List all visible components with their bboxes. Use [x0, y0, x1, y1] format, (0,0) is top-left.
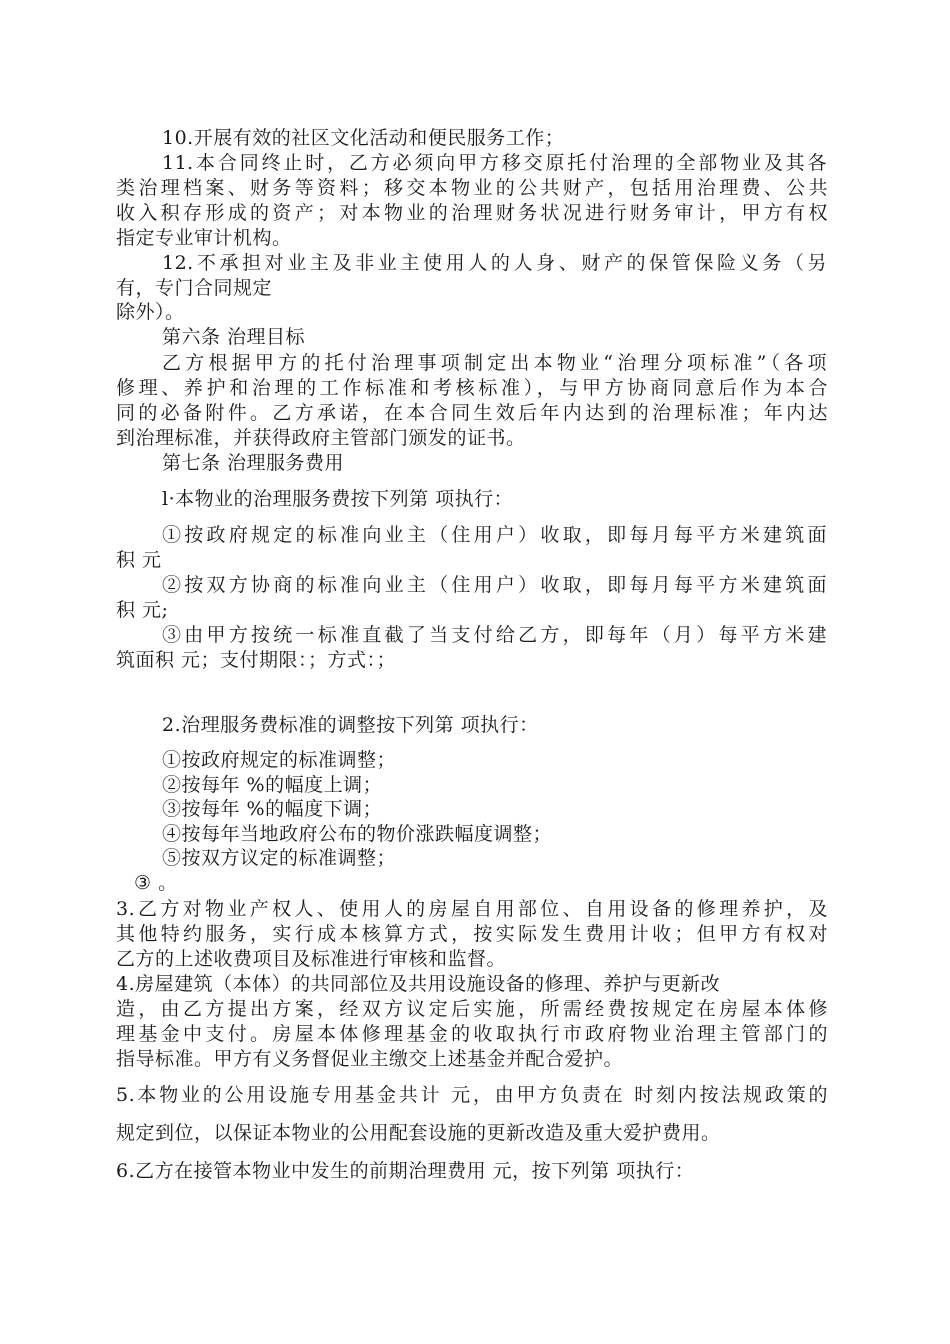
text-line: ③由甲方按统一标准直截了当支付给乙方，即每年（月）每平方米建: [162, 624, 827, 646]
text-line: 乙方的上述收费项目及标准进行审核和监督。: [116, 948, 507, 970]
text-line: ①按政府规定的标准向业主（住用户）收取，即每月每平方米建筑面: [162, 524, 827, 546]
text-line: 指定专业审计机构。: [116, 227, 292, 249]
section-heading: 第六条 治理目标: [162, 326, 306, 348]
text-line: 10.开展有效的社区文化活动和便民服务工作；: [162, 127, 565, 149]
text-line: ②按每年 %的幅度上调；: [162, 774, 383, 796]
text-line: 修理、养护和治理的工作标准和考核标准），与甲方协商同意后作为本合: [116, 377, 828, 399]
text-line: 指导标准。甲方有义务督促业主缴交上述基金并配合爱护。: [116, 1048, 624, 1070]
text-line: 有，专门合同规定: [116, 277, 273, 299]
text-line: 除外）。: [116, 301, 185, 323]
text-line: 积 元: [116, 549, 162, 571]
text-line: 其他特约服务，实行成本核算方式，按实际发生费用计收；但甲方有权对: [116, 923, 828, 945]
text-line: 类治理档案、财务等资料；移交本物业的公共财产，包括用治理费、公共: [116, 177, 828, 199]
text-line: 6.乙方在接管本物业中发生的前期治理费用 元，按下列第 项执行：: [116, 1160, 695, 1182]
text-line: 筑面积 元；支付期限：；方式：；: [116, 649, 397, 671]
text-line: 到治理标准，并获得政府主管部门颁发的证书。: [116, 427, 526, 449]
text-line: ③按每年 %的幅度下调；: [162, 798, 383, 820]
text-line: ②按双方协商的标准向业主（住用户）收取，即每月每平方米建筑面: [162, 574, 827, 596]
text-line: 5.本物业的公用设施专用基金共计 元，由甲方负责在 时刻内按法规政策的: [116, 1084, 828, 1106]
text-line: 11.本合同终止时，乙方必须向甲方移交原托付治理的全部物业及其各: [162, 152, 827, 174]
text-line: ⑤按双方议定的标准调整；: [162, 847, 397, 869]
text-line: 2.治理服务费标准的调整按下列第 项执行：: [162, 714, 539, 736]
text-line: 12.不承担对业主及非业主使用人的人身、财产的保管保险义务（另: [162, 252, 827, 274]
text-line: 3.乙方对物业产权人、使用人的房屋自用部位、自用设备的修理养护，及: [116, 898, 828, 920]
text-line: 造，由乙方提出方案，经双方议定后实施，所需经费按规定在房屋本体修: [116, 998, 828, 1020]
text-line: 4.房屋建筑（本体）的共同部位及共用设施设备的修理、养护与更新改: [116, 973, 721, 995]
text-line: 收入积存形成的资产；对本物业的治理财务状况进行财务审计，甲方有权: [116, 202, 828, 224]
text-line: 积 元;: [116, 599, 169, 621]
text-line: ③ 。: [134, 872, 178, 894]
text-line: 乙方根据甲方的托付治理事项制定出本物业“治理分项标准”（各项: [162, 352, 827, 374]
text-line: l·本物业的治理服务费按下列第 项执行：: [162, 488, 514, 510]
section-heading: 第七条 治理服务费用: [162, 452, 345, 474]
text-line: 规定到位，以保证本物业的公用配套设施的更新改造及重大爱护费用。: [116, 1122, 721, 1144]
text-line: ④按每年当地政府公布的物价涨跌幅度调整；: [162, 823, 553, 845]
text-line: 同的必备附件。乙方承诺，在本合同生效后年内达到的治理标准；年内达: [116, 402, 828, 424]
text-line: 理基金中支付。房屋本体修理基金的收取执行市政府物业治理主管部门的: [116, 1023, 828, 1045]
text-line: ①按政府规定的标准调整；: [162, 749, 397, 771]
